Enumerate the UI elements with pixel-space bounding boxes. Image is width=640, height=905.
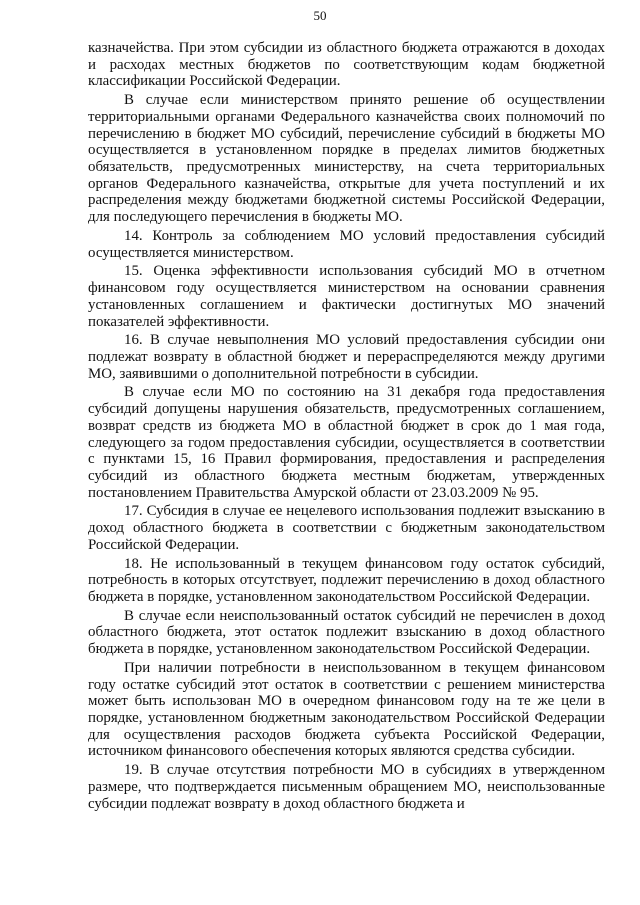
paragraph-continuation: казначейства. При этом субсидии из областного бюджета отражаются в доходах и расходах местных бюджетов по соответствующим кодам бюджетной классификации Российской Федерации. xyxy=(88,40,605,90)
page-number: 50 xyxy=(313,8,327,23)
paragraph-14-control: 14. Контроль за соблюдением МО условий предоставления субсидий осуществляется министерством. xyxy=(88,227,605,261)
paragraph-19-refund: 19. В случае отсутствия потребности МО в субсидиях в утвержденном размере, что подтверждается письменным обращением МО, неиспользованные субсидии подлежат возврату в доход областного бюджета и xyxy=(88,762,605,812)
document-body xyxy=(88,40,605,812)
paragraph-18-reuse: При наличии потребности в неиспользованном в текущем финансовом году остатке субсидий этот остаток в соответствии с решением министерства может быть использован МО в очередном финансовом году на те же цели в порядке, установленном бюджетным законодательством Российской Федерации для осуществления расходов бюджета субъекта Российской Федерации, источником финансового обеспечения которых являются средства субсидии. xyxy=(88,659,605,760)
paragraph-15-efficiency: 15. Оценка эффективности использования субсидий МО в отчетном финансовом году осуществляется министерством на основании сравнения установленных соглашением и фактически достигнутых МО значений показателей эффективности. xyxy=(88,263,605,330)
paragraph-18-recovery: В случае если неиспользованный остаток субсидий не перечислен в доход областного бюджета, этот остаток подлежит взысканию в доход областного бюджета в порядке, установленном законодательством Российской Федерации. xyxy=(88,607,605,658)
paragraph-treasury-transfer: В случае если министерством принято решение об осуществлении территориальными органами Федерального казначейства своих полномочий по перечислению в бюджет МО субсидий, перечисление субсидий в бюджеты МО осуществляется в установленном порядке в пределах лимитов бюджетных обязательств, предусмотренных министерству, на счета территориальных органов Федерального казначейства, открытые для учета поступлений и их распределения между бюджетами бюджетной системы Российской Федерации, для последующего перечисления в бюджеты МО. xyxy=(88,92,605,226)
paragraph-18-unused-balance: 18. Не использованный в текущем финансовом году остаток субсидий, потребность в которых отсутствует, подлежит перечислению в доход областного бюджета в порядке, установленном законодательством Российской Федерации. xyxy=(88,555,605,605)
paragraph-17-misuse: 17. Субсидия в случае ее нецелевого использования подлежит взысканию в доход областного бюджета в соответствии с бюджетным законодательством Российской Федерации. xyxy=(88,503,605,553)
paragraph-16-return: В случае если МО по состоянию на 31 декабря года предоставления субсидий допущены нарушения обязательств, предусмотренных соглашением, возврат средств из бюджета МО в областной бюджет в срок до 1 мая года, следующего за годом предоставления субсидии, осуществляется в соответствии с пунктами 15, 16 Правил формирования, предоставления и распределения субсидий из областного бюджета местным бюджетам, утвержденных постановлением Правительства Амурской области от 23.03.2009 № 95. xyxy=(88,384,605,501)
paragraph-16-nonfulfillment: 16. В случае невыполнения МО условий предоставления субсидии они подлежат возврату в областной бюджет и перераспределяются между другими МО, заявившими о дополнительной потребности в субсидии. xyxy=(88,332,605,382)
